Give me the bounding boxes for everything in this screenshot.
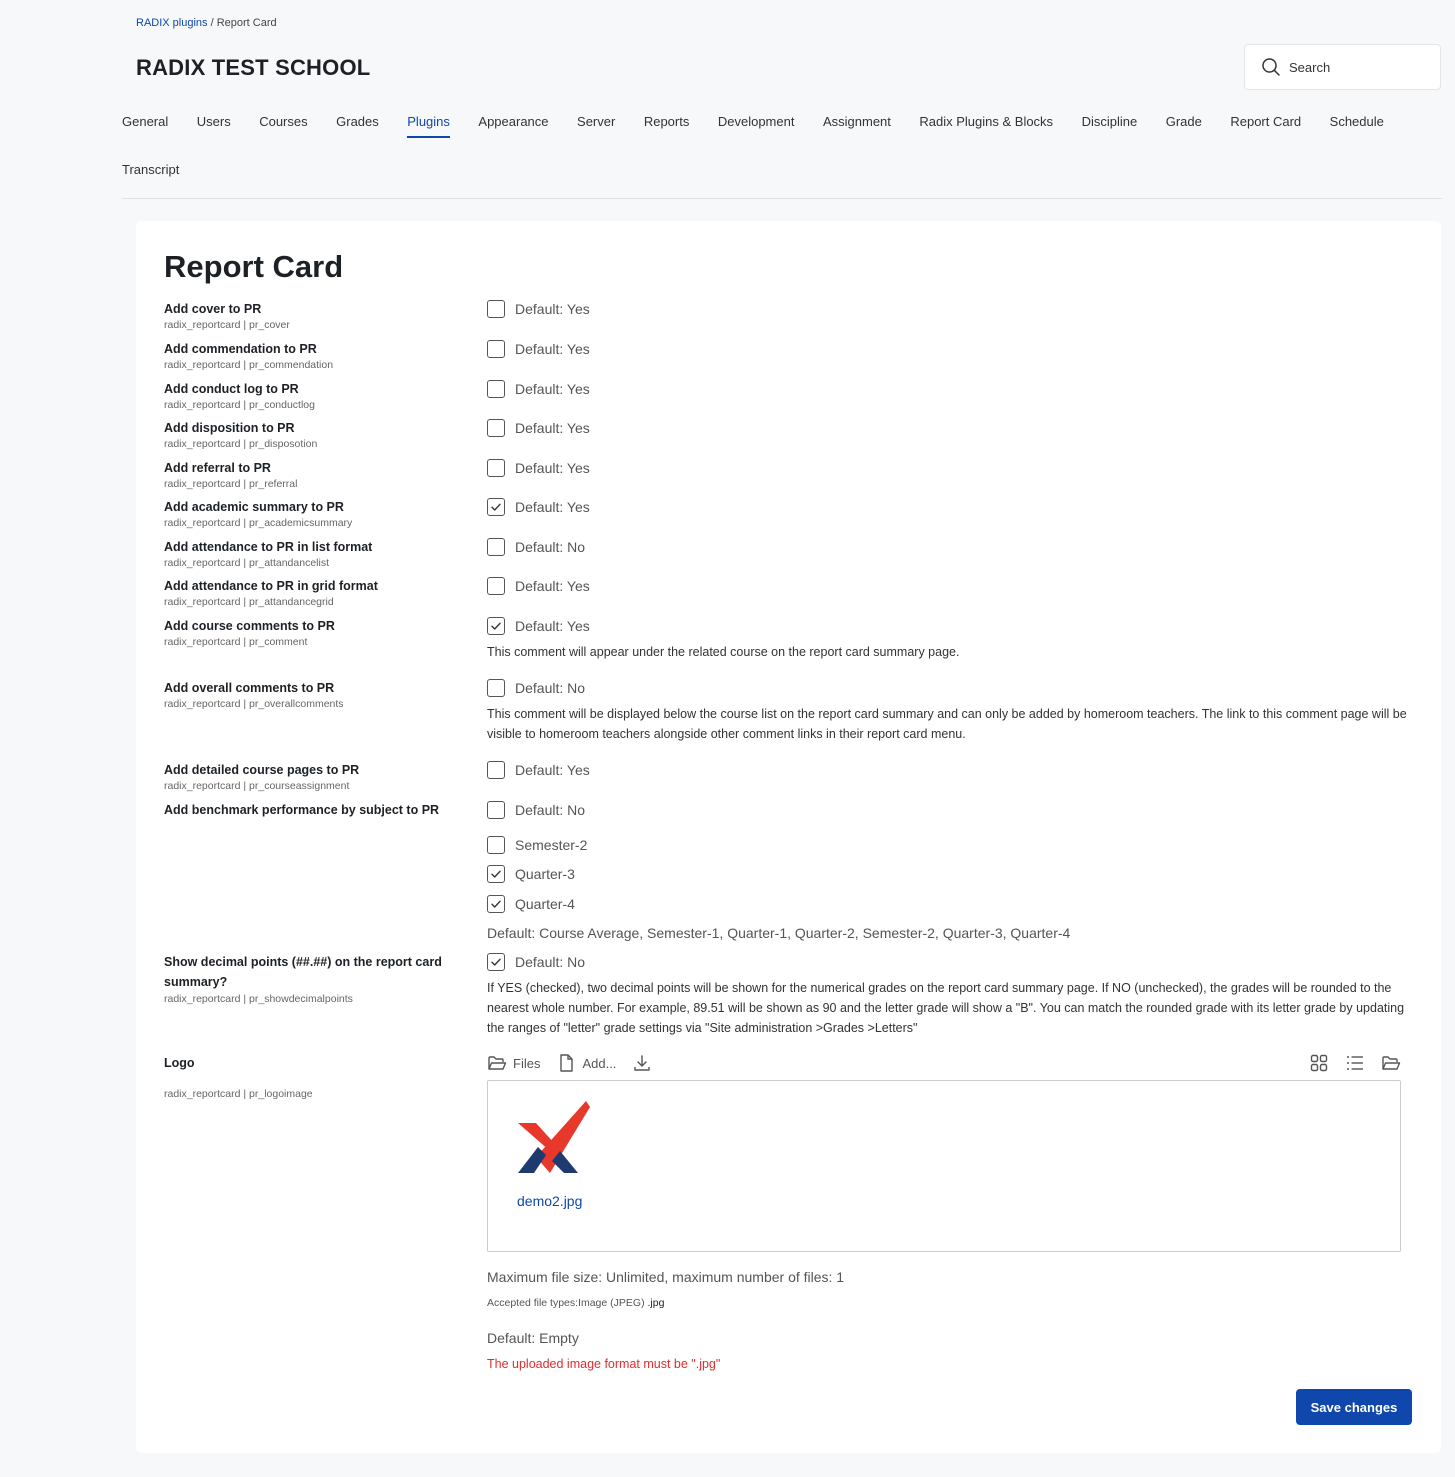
file-name-link[interactable]: demo2.jpg — [517, 1193, 583, 1209]
setting-control — [487, 339, 590, 359]
setting-sub: radix_reportcard | pr_showdecimalpoints — [164, 993, 353, 1005]
tab-reports[interactable]: Reports — [643, 114, 690, 129]
setting-control — [487, 616, 590, 636]
setting-label: Add academic summary to PR — [164, 500, 344, 514]
tab-users[interactable]: Users — [196, 114, 231, 129]
setting-control — [487, 800, 585, 820]
setting-default: Default: Yes — [515, 301, 590, 317]
tab-radix-plugins-blocks[interactable]: Radix Plugins & Blocks — [919, 114, 1054, 129]
download-icon — [632, 1053, 652, 1073]
logo-default: Default: Empty — [487, 1330, 579, 1346]
tab-general[interactable]: General — [122, 114, 169, 129]
setting-checkbox[interactable] — [487, 459, 505, 477]
benchmark-option-label: Quarter-3 — [515, 866, 575, 882]
benchmark-default: Default: Course Average, Semester-1, Quarter-1, Quarter-2, Semester-2, Quarter-3, Quarter-4 — [487, 925, 1071, 941]
setting-default: Default: Yes — [515, 460, 590, 476]
breadcrumb-current: Report Card — [216, 17, 277, 29]
search-label: Search — [1289, 59, 1331, 75]
setting-sub: radix_reportcard | pr_referral — [164, 478, 298, 490]
setting-default: Default: No — [515, 680, 586, 696]
filemanager-toolbar — [487, 1053, 1401, 1077]
tab-transcript[interactable]: Transcript — [122, 162, 180, 177]
tab-grade[interactable]: Grade — [1165, 114, 1202, 129]
setting-label: Add disposition to PR — [164, 421, 295, 435]
accepted-file-types — [487, 1297, 664, 1309]
setting-sub: radix_reportcard | pr_overallcomments — [164, 698, 344, 710]
setting-checkbox[interactable] — [487, 498, 505, 516]
tab-development[interactable]: Development — [717, 114, 795, 129]
setting-default: Default: Yes — [515, 578, 590, 594]
setting-default: Default: No — [515, 802, 586, 818]
grid-view-icon[interactable] — [1309, 1053, 1329, 1073]
setting-sub: radix_reportcard | pr_cover — [164, 319, 290, 331]
setting-sub: radix_reportcard | pr_attandancelist — [164, 557, 329, 569]
benchmark-checkbox[interactable] — [487, 836, 505, 854]
breadcrumb-separator: / — [207, 17, 217, 29]
file-drop-area[interactable] — [487, 1080, 1401, 1252]
accepted-prefix: Accepted file types:Image (JPEG) — [487, 1297, 648, 1309]
benchmark-option — [487, 864, 575, 884]
save-changes-button[interactable]: Save changes — [1296, 1389, 1412, 1425]
setting-checkbox[interactable] — [487, 617, 505, 635]
tab-schedule[interactable]: Schedule — [1329, 114, 1384, 129]
file-icon — [556, 1053, 576, 1073]
benchmark-option-label: Semester-2 — [515, 837, 588, 853]
setting-control — [487, 379, 590, 399]
setting-sub: radix_reportcard | pr_disposotion — [164, 438, 318, 450]
setting-label: Add commendation to PR — [164, 342, 317, 356]
setting-checkbox[interactable] — [487, 801, 505, 819]
tab-assignment[interactable]: Assignment — [822, 114, 891, 129]
add-label: Add... — [582, 1055, 617, 1071]
benchmark-option — [487, 835, 587, 855]
setting-default: Default: Yes — [515, 420, 590, 436]
setting-checkbox[interactable] — [487, 300, 505, 318]
setting-label: Add conduct log to PR — [164, 382, 299, 396]
setting-sub: radix_reportcard | pr_academicsummary — [164, 517, 353, 529]
files-label: Files — [513, 1055, 541, 1071]
benchmark-option-label: Quarter-4 — [515, 896, 575, 912]
add-file-button[interactable] — [556, 1053, 616, 1073]
site-title: RADIX TEST SCHOOL — [136, 55, 371, 80]
setting-control — [487, 537, 585, 557]
setting-control — [487, 678, 585, 698]
radix-logo-thumbnail[interactable] — [516, 1101, 592, 1173]
setting-default: Default: Yes — [515, 499, 590, 515]
setting-control — [487, 760, 590, 780]
setting-label: Add cover to PR — [164, 302, 262, 316]
setting-checkbox[interactable] — [487, 340, 505, 358]
setting-checkbox[interactable] — [487, 380, 505, 398]
checkmark-icon — [489, 619, 503, 633]
setting-checkbox[interactable] — [487, 538, 505, 556]
checkmark-icon — [489, 955, 503, 969]
tab-report-card[interactable]: Report Card — [1230, 114, 1302, 129]
checkmark-icon — [489, 897, 503, 911]
benchmark-checkbox[interactable] — [487, 865, 505, 883]
setting-sub: radix_reportcard | pr_attandancegrid — [164, 596, 334, 608]
search-icon — [1261, 57, 1281, 77]
setting-sub: radix_reportcard | pr_logoimage — [164, 1088, 313, 1100]
setting-description: This comment will appear under the related course on the report card summary page. — [487, 645, 960, 659]
setting-checkbox[interactable] — [487, 953, 505, 971]
download-button[interactable] — [632, 1053, 652, 1073]
tab-courses[interactable]: Courses — [259, 114, 308, 129]
tab-plugins[interactable]: Plugins — [407, 105, 450, 138]
tab-appearance[interactable]: Appearance — [478, 114, 549, 129]
setting-default: Default: Yes — [515, 618, 590, 634]
setting-checkbox[interactable] — [487, 679, 505, 697]
setting-label: Add benchmark performance by subject to PR — [164, 803, 440, 817]
setting-control — [487, 458, 590, 478]
setting-sub: radix_reportcard | pr_commendation — [164, 359, 334, 371]
setting-label: Add detailed course pages to PR — [164, 763, 360, 777]
setting-label: Show decimal points (##.##) on the report card summary? — [164, 955, 442, 989]
breadcrumb — [136, 17, 277, 29]
page-heading: Report Card — [164, 249, 344, 284]
setting-default: Default: Yes — [515, 762, 590, 778]
setting-default: Default: Yes — [515, 341, 590, 357]
benchmark-checkbox[interactable] — [487, 895, 505, 913]
setting-checkbox[interactable] — [487, 761, 505, 779]
nav-row-2 — [122, 153, 1442, 201]
setting-sub: radix_reportcard | pr_courseassignment — [164, 780, 350, 792]
setting-checkbox[interactable] — [487, 577, 505, 595]
setting-control — [487, 576, 590, 596]
accepted-ext: .jpg — [647, 1297, 665, 1309]
setting-description: If YES (checked), two decimal points will be shown for the numerical grades on the report card summary page. If NO (unchecked), the grades will be rounded to the nearest whole number. For example, 89.51 will be shown as 90 and the letter grade will show a "B". You can match the rounded grade with its letter grade by updating the ranges of "letter" grade settings via "Site administration >Grades >Letters" — [487, 981, 1405, 1035]
tab-server[interactable]: Server — [577, 114, 616, 129]
list-view-icon[interactable] — [1345, 1053, 1365, 1073]
setting-description: This comment will be displayed below the course list on the report card summary and can only be added by homeroom teachers. The link to this comment page will be visible to homeroom teachers alongside other comment links in their report card menu. — [487, 707, 1407, 741]
checkmark-icon — [489, 867, 503, 881]
setting-control — [487, 497, 590, 517]
files-folder-button[interactable] — [487, 1053, 540, 1073]
setting-control — [487, 952, 585, 972]
setting-default: Default: Yes — [515, 381, 590, 397]
setting-default: Default: No — [515, 954, 586, 970]
setting-label: Add attendance to PR in list format — [164, 540, 373, 554]
setting-control — [487, 418, 590, 438]
setting-checkbox[interactable] — [487, 419, 505, 437]
setting-control — [487, 299, 590, 319]
settings-card — [136, 221, 1441, 1453]
tab-grades[interactable]: Grades — [336, 114, 379, 129]
admin-nav-tabs — [122, 105, 1442, 201]
setting-label: Add overall comments to PR — [164, 681, 335, 695]
setting-sub: radix_reportcard | pr_conductlog — [164, 399, 315, 411]
search-box[interactable] — [1244, 44, 1441, 90]
tree-view-folder-icon[interactable] — [1381, 1053, 1401, 1073]
nav-row-1 — [122, 105, 1442, 153]
tab-discipline[interactable]: Discipline — [1081, 114, 1138, 129]
max-file-size: Maximum file size: Unlimited, maximum number of files: 1 — [487, 1269, 845, 1285]
breadcrumb-link-radix-plugins[interactable]: RADIX plugins — [136, 17, 208, 29]
checkmark-icon — [489, 500, 503, 514]
logo-error-message: The uploaded image format must be ".jpg" — [487, 1357, 721, 1371]
setting-label: Add course comments to PR — [164, 619, 335, 633]
setting-label: Logo — [164, 1056, 195, 1070]
setting-label: Add referral to PR — [164, 461, 271, 475]
setting-sub: radix_reportcard | pr_comment — [164, 636, 308, 648]
setting-label: Add attendance to PR in grid format — [164, 579, 378, 593]
benchmark-option — [487, 894, 575, 914]
setting-default: Default: No — [515, 539, 586, 555]
folder-open-icon — [487, 1053, 507, 1073]
nav-divider — [122, 198, 1442, 199]
